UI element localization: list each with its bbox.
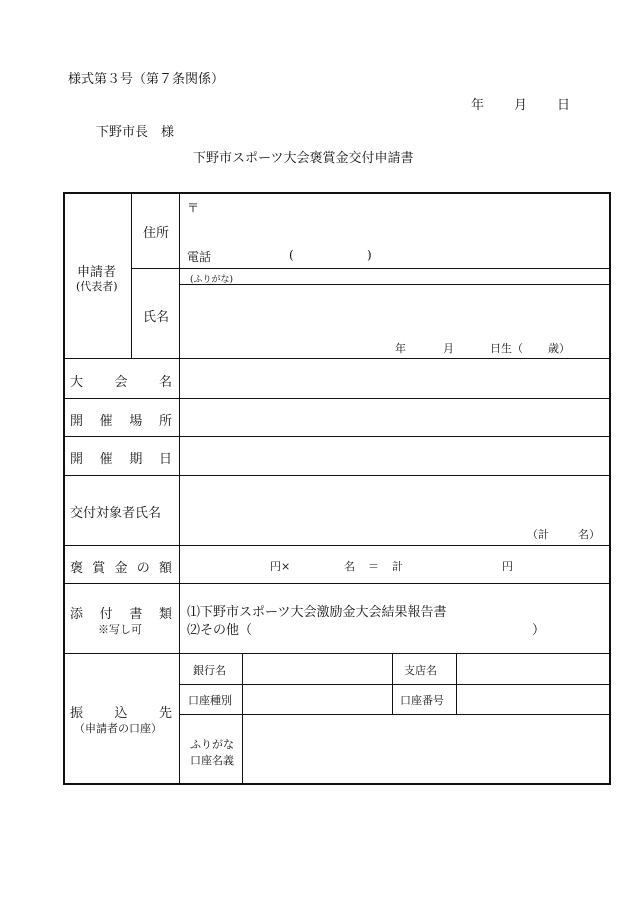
recipients-label: 交付対象者氏名	[70, 506, 162, 521]
account-holder-kana-label: ふりがな	[190, 738, 234, 751]
attachment-2-close: ）	[532, 623, 546, 638]
birth-day-label: 日生（	[490, 342, 523, 355]
label-char: 名	[158, 375, 172, 390]
account-holder-input[interactable]	[246, 718, 604, 778]
label-char: 類	[158, 607, 172, 622]
phone-input[interactable]	[220, 245, 370, 263]
label-char: 催	[99, 414, 113, 429]
attachments-note: ※写し可	[98, 623, 142, 636]
label-char: の	[136, 561, 150, 576]
furigana-label: (ふりがな)	[190, 275, 234, 285]
label-char: 期	[129, 452, 143, 467]
account-type-label: 口座種別	[188, 694, 232, 707]
amount-people: 名	[344, 560, 355, 573]
name-label: 氏名	[143, 310, 170, 325]
event-date-label	[70, 448, 172, 467]
amount-yen-times: 円×	[270, 560, 291, 573]
address-label: 住所	[143, 226, 170, 241]
birth-year-label: 年	[395, 342, 406, 355]
addressee: 下野市長 様	[96, 125, 175, 140]
branch-name-label: 支店名	[404, 664, 437, 677]
amount-equals: ＝	[368, 560, 379, 573]
tournament-input[interactable]	[184, 362, 604, 394]
venue-label	[70, 410, 172, 429]
label-char: 書	[129, 607, 143, 622]
label-char: 賞	[92, 561, 106, 576]
label-char: 所	[158, 414, 172, 429]
phone-paren-close: )	[367, 248, 372, 262]
bank-label	[70, 702, 172, 721]
attachments-label	[70, 603, 172, 622]
account-type-input[interactable]	[246, 688, 388, 710]
bank-name-label: 銀行名	[193, 664, 226, 677]
branch-name-input[interactable]	[460, 657, 605, 681]
event-date-input[interactable]	[184, 440, 604, 470]
attachment-other-input[interactable]	[260, 618, 528, 636]
date-month-label: 月	[514, 98, 528, 113]
recipients-total-open: （計	[527, 528, 549, 541]
label-char: 会	[114, 375, 128, 390]
form-number: 様式第３号（第７条関係）	[68, 72, 225, 87]
account-holder-label: 口座名義	[190, 754, 234, 767]
bank-sublabel: （申請者の口座）	[74, 722, 162, 735]
applicant-sublabel: (代表者)	[76, 280, 118, 293]
postal-mark: 〒	[187, 201, 200, 215]
recipients-total-unit: 名）	[578, 528, 600, 541]
label-char: 開	[70, 452, 84, 467]
bank-name-input[interactable]	[246, 657, 388, 681]
attachment-2: ⑵その他（	[187, 623, 253, 638]
amount-label	[70, 557, 172, 576]
label-char: 場	[129, 414, 143, 429]
label-char: 付	[99, 607, 113, 622]
label-char: 開	[70, 414, 84, 429]
label-char: 先	[158, 706, 172, 721]
account-number-input[interactable]	[460, 688, 605, 710]
phone-paren-open: (	[289, 248, 294, 262]
label-char: 催	[99, 452, 113, 467]
address-input[interactable]	[200, 196, 600, 216]
birth-month-label: 月	[443, 342, 454, 355]
amount-total: 計	[392, 560, 403, 573]
tournament-label	[70, 371, 172, 390]
label-char: 込	[114, 706, 128, 721]
label-char: 金	[114, 561, 128, 576]
phone-label: 電話	[187, 250, 212, 264]
label-char: 額	[158, 561, 172, 576]
date-day-label: 日	[557, 98, 571, 113]
recipients-input[interactable]	[184, 480, 604, 520]
venue-input[interactable]	[184, 402, 604, 432]
name-input[interactable]	[186, 290, 601, 330]
label-char: 日	[158, 452, 172, 467]
applicant-label: 申請者	[77, 265, 117, 280]
label-char: 大	[70, 375, 84, 390]
account-number-label: 口座番号	[400, 694, 444, 707]
date-year-label: 年	[471, 98, 485, 113]
amount-yen: 円	[502, 560, 513, 573]
attachment-1: ⑴下野市スポーツ大会激励金大会結果報告書	[187, 605, 447, 620]
birth-age-label: 歳）	[548, 342, 570, 355]
label-char: 褒	[70, 561, 84, 576]
label-char: 振	[70, 706, 84, 721]
form-title: 下野市スポーツ大会褒賞金交付申請書	[193, 151, 414, 166]
label-char: 添	[70, 607, 84, 622]
